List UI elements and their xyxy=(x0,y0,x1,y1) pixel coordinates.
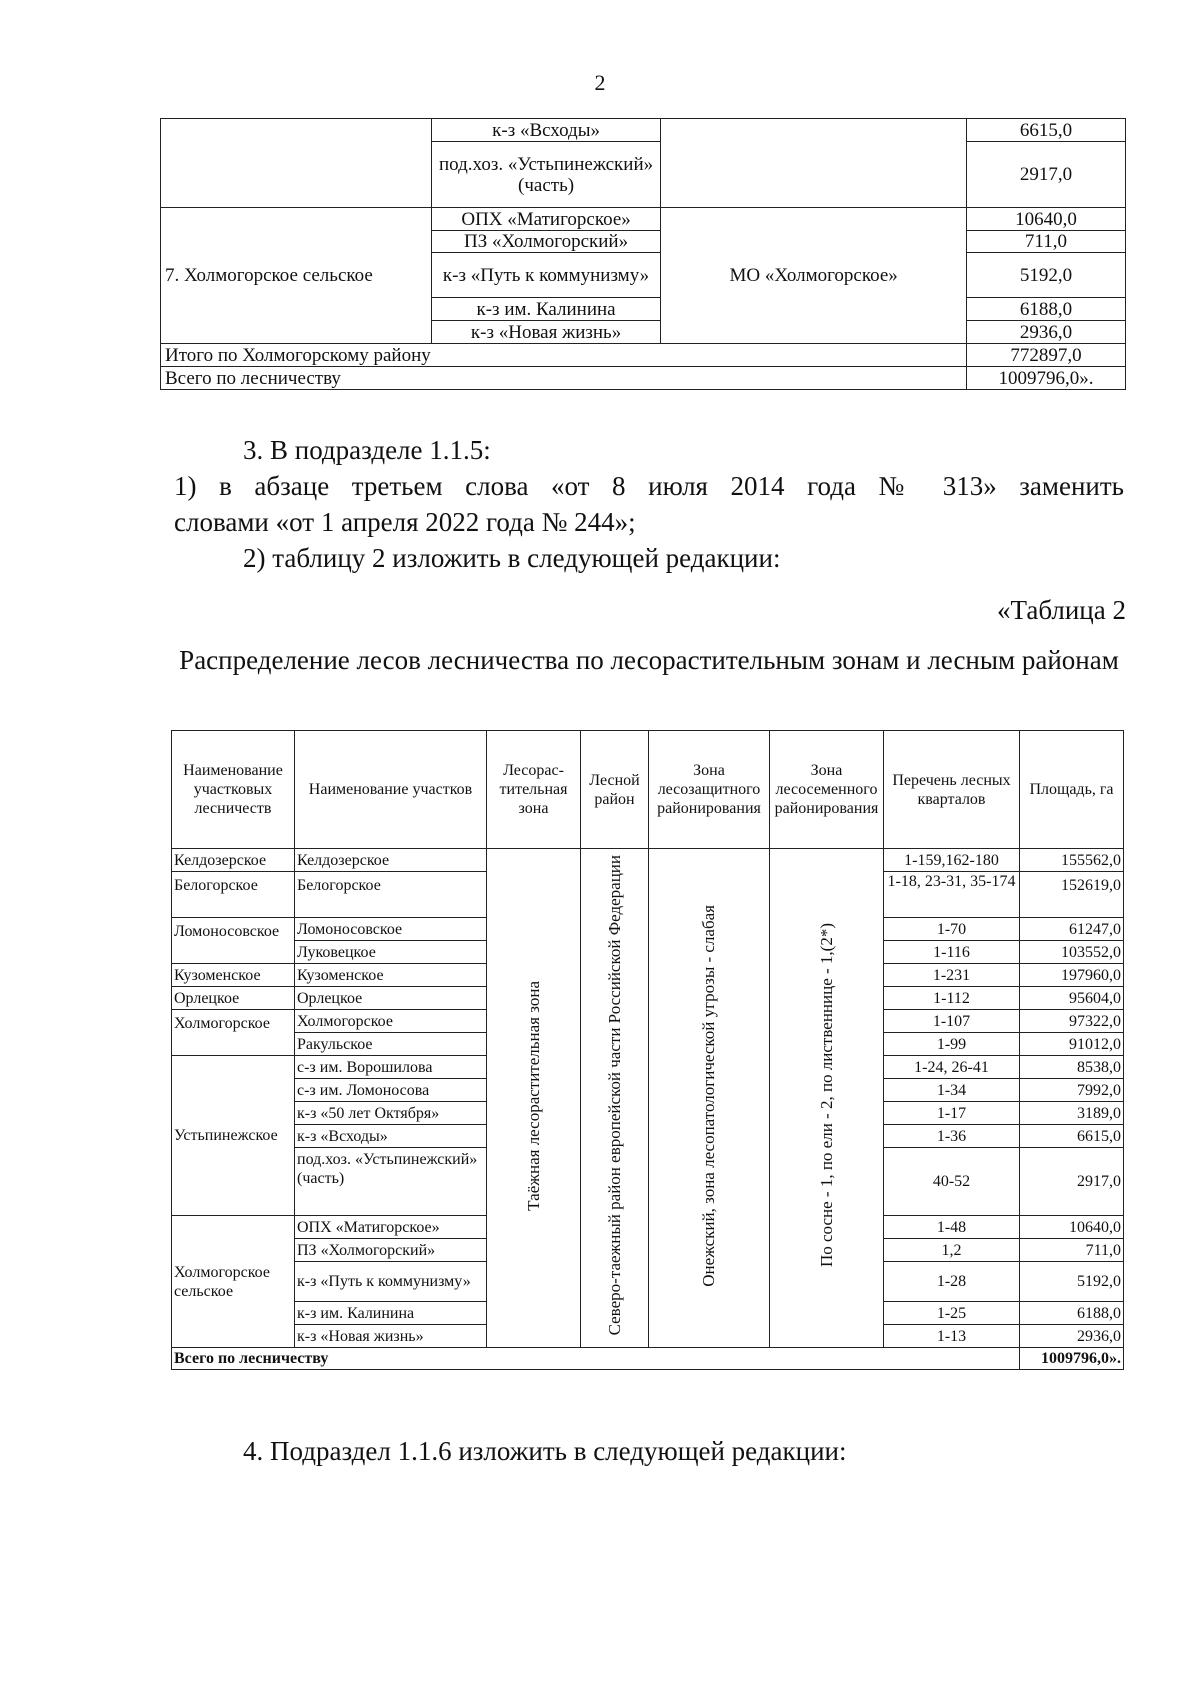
quarters: 1-70 xyxy=(884,918,1020,941)
area: 8538,0 xyxy=(1020,1056,1124,1079)
area-value: 10640,0 xyxy=(966,208,1125,231)
quarters: 1-17 xyxy=(884,1102,1020,1125)
unit-name: Холмогорское xyxy=(295,1010,487,1033)
area-value: 6615,0 xyxy=(966,119,1125,142)
area: 103552,0 xyxy=(1020,941,1124,964)
unit-name: к-з «Путь к коммунизму» xyxy=(295,1262,487,1302)
seed-zone: По сосне - 1, по ели - 2, по лиственнице - 1,(2*) xyxy=(770,849,884,1348)
quarters: 1-36 xyxy=(884,1125,1020,1148)
forestry-name: Келдозерское xyxy=(172,849,295,872)
area: 2917,0 xyxy=(1020,1148,1124,1216)
quarters: 1-28 xyxy=(884,1262,1020,1302)
unit-name: Ломоносовское xyxy=(295,918,487,941)
paragraph: словами «от 1 апреля 2022 года № 244»; xyxy=(174,507,636,537)
header-protection-zone: Зона лесозащитного районирования xyxy=(649,731,770,849)
unit-name: ПЗ «Холмогорский» xyxy=(295,1239,487,1262)
table-row xyxy=(161,367,1126,390)
quarters: 1-48 xyxy=(884,1216,1020,1239)
total-district-label: Итого по Холмогорскому району xyxy=(161,344,967,367)
area: 61247,0 xyxy=(1020,918,1124,941)
forestry-name: Белогорское xyxy=(172,872,295,918)
quarters: 1-107 xyxy=(884,1010,1020,1033)
unit-name: с-з им. Ломоносова xyxy=(295,1079,487,1102)
area: 97322,0 xyxy=(1020,1010,1124,1033)
quarters: 1-13 xyxy=(884,1325,1020,1348)
header-area: Площадь, га xyxy=(1020,731,1124,849)
unit-name: Кузоменское xyxy=(295,964,487,987)
area: 10640,0 xyxy=(1020,1216,1124,1239)
table-row xyxy=(172,849,1124,872)
paragraph: 1) в абзаце третьем слова «от 8 июля 2014 года № 313» заменить xyxy=(174,471,1124,501)
forest-distribution-table xyxy=(171,730,1124,1370)
unit-name: ПЗ «Холмогорский» xyxy=(431,231,661,253)
total-label: Всего по лесничеству xyxy=(172,1348,1020,1370)
area-value: 2917,0 xyxy=(966,142,1125,208)
quarters: 1-34 xyxy=(884,1079,1020,1102)
area: 152619,0 xyxy=(1020,872,1124,918)
protection-zone: Онежский, зона лесопатологической угрозы - слабая xyxy=(649,849,770,1348)
table-row xyxy=(172,1348,1124,1370)
area: 197960,0 xyxy=(1020,964,1124,987)
unit-name: с-з им. Ворошилова xyxy=(295,1056,487,1079)
unit-name: к-з «Путь к коммунизму» xyxy=(431,253,661,298)
paragraph: 4. Подраздел 1.1.6 изложить в следующей редакции: xyxy=(243,1436,847,1466)
header-unit: Наименование участков xyxy=(295,731,487,849)
unit-name: Белогорское xyxy=(295,872,487,918)
unit-name: к-з «Всходы» xyxy=(431,119,661,142)
total-value: 1009796,0». xyxy=(1020,1348,1124,1370)
unit-name: к-з им. Калинина xyxy=(295,1302,487,1325)
area: 5192,0 xyxy=(1020,1262,1124,1302)
paragraph: 3. В подразделе 1.1.5: xyxy=(243,435,491,465)
page-number: 2 xyxy=(594,70,606,95)
table-title: Распределение лесов лесничества по лесорастительным зонам и лесным районам xyxy=(179,645,1119,675)
forestry-name: Кузоменское xyxy=(172,964,295,987)
total-forestry-label: Всего по лесничеству xyxy=(161,367,967,390)
forestry-name: Орлецкое xyxy=(172,987,295,1010)
header-seed-zone: Зона лесосеменного районирования xyxy=(770,731,884,849)
area: 155562,0 xyxy=(1020,849,1124,872)
area: 6188,0 xyxy=(1020,1302,1124,1325)
area: 2936,0 xyxy=(1020,1325,1124,1348)
unit-name: под.хоз. «Устьпинежский» (часть) xyxy=(431,142,661,208)
unit-name: под.хоз. «Устьпинежский» (часть) xyxy=(295,1148,487,1216)
unit-name: ОПХ «Матигорское» xyxy=(295,1216,487,1239)
header-row xyxy=(172,731,1124,849)
quarters: 1-112 xyxy=(884,987,1020,1010)
unit-name: к-з «Новая жизнь» xyxy=(431,321,661,344)
table-caption: «Таблица 2 xyxy=(997,595,1126,625)
area: 711,0 xyxy=(1020,1239,1124,1262)
forest-region: Северо-таежный район европейской части Российской Федерации xyxy=(581,849,649,1348)
unit-name: Келдозерское xyxy=(295,849,487,872)
header-forestry: Наименование участковых лесничеств xyxy=(172,731,295,849)
quarters: 1-159,162-180 xyxy=(884,849,1020,872)
district-table xyxy=(160,118,1126,390)
total-district-value: 772897,0 xyxy=(966,344,1125,367)
paragraph: 2) таблицу 2 изложить в следующей редакции: xyxy=(243,543,781,573)
municipality-name: МО «Холмогорское» xyxy=(661,208,967,344)
forestry-name: Ломоносовское xyxy=(172,918,295,964)
area-value: 5192,0 xyxy=(966,253,1125,298)
unit-name: к-з им. Калинина xyxy=(431,298,661,321)
district-name: 7. Холмогорское сельское xyxy=(161,208,432,344)
forestry-name: Холмогорское сельское xyxy=(172,1216,295,1348)
area: 7992,0 xyxy=(1020,1079,1124,1102)
area: 3189,0 xyxy=(1020,1102,1124,1125)
unit-name: Орлецкое xyxy=(295,987,487,1010)
quarters: 1-25 xyxy=(884,1302,1020,1325)
unit-name: к-з «50 лет Октября» xyxy=(295,1102,487,1125)
quarters: 1-231 xyxy=(884,964,1020,987)
quarters: 1-18, 23-31, 35-174 xyxy=(884,872,1020,918)
header-quarters: Перечень лесных кварталов xyxy=(884,731,1020,849)
unit-name: Луковецкое xyxy=(295,941,487,964)
area: 95604,0 xyxy=(1020,987,1124,1010)
quarters: 1-99 xyxy=(884,1033,1020,1056)
unit-name: ОПХ «Матигорское» xyxy=(431,208,661,231)
quarters: 1-116 xyxy=(884,941,1020,964)
table-row xyxy=(161,344,1126,367)
forestry-name: Холмогорское xyxy=(172,1010,295,1056)
area-value: 711,0 xyxy=(966,231,1125,253)
quarters: 40-52 xyxy=(884,1148,1020,1216)
vegetation-zone: Таёжная лесорастительная зона xyxy=(487,849,581,1348)
area-value: 6188,0 xyxy=(966,298,1125,321)
table-row xyxy=(161,208,1126,231)
forestry-name: Устьпинежское xyxy=(172,1056,295,1216)
quarters: 1-24, 26-41 xyxy=(884,1056,1020,1079)
unit-name: Ракульское xyxy=(295,1033,487,1056)
unit-name: к-з «Новая жизнь» xyxy=(295,1325,487,1348)
area-value: 2936,0 xyxy=(966,321,1125,344)
unit-name: к-з «Всходы» xyxy=(295,1125,487,1148)
header-zone: Лесорас-тительная зона xyxy=(487,731,581,849)
area: 91012,0 xyxy=(1020,1033,1124,1056)
area: 6615,0 xyxy=(1020,1125,1124,1148)
header-region: Лесной район xyxy=(581,731,649,849)
table-row xyxy=(161,119,1126,142)
total-forestry-value: 1009796,0». xyxy=(966,367,1125,390)
quarters: 1,2 xyxy=(884,1239,1020,1262)
